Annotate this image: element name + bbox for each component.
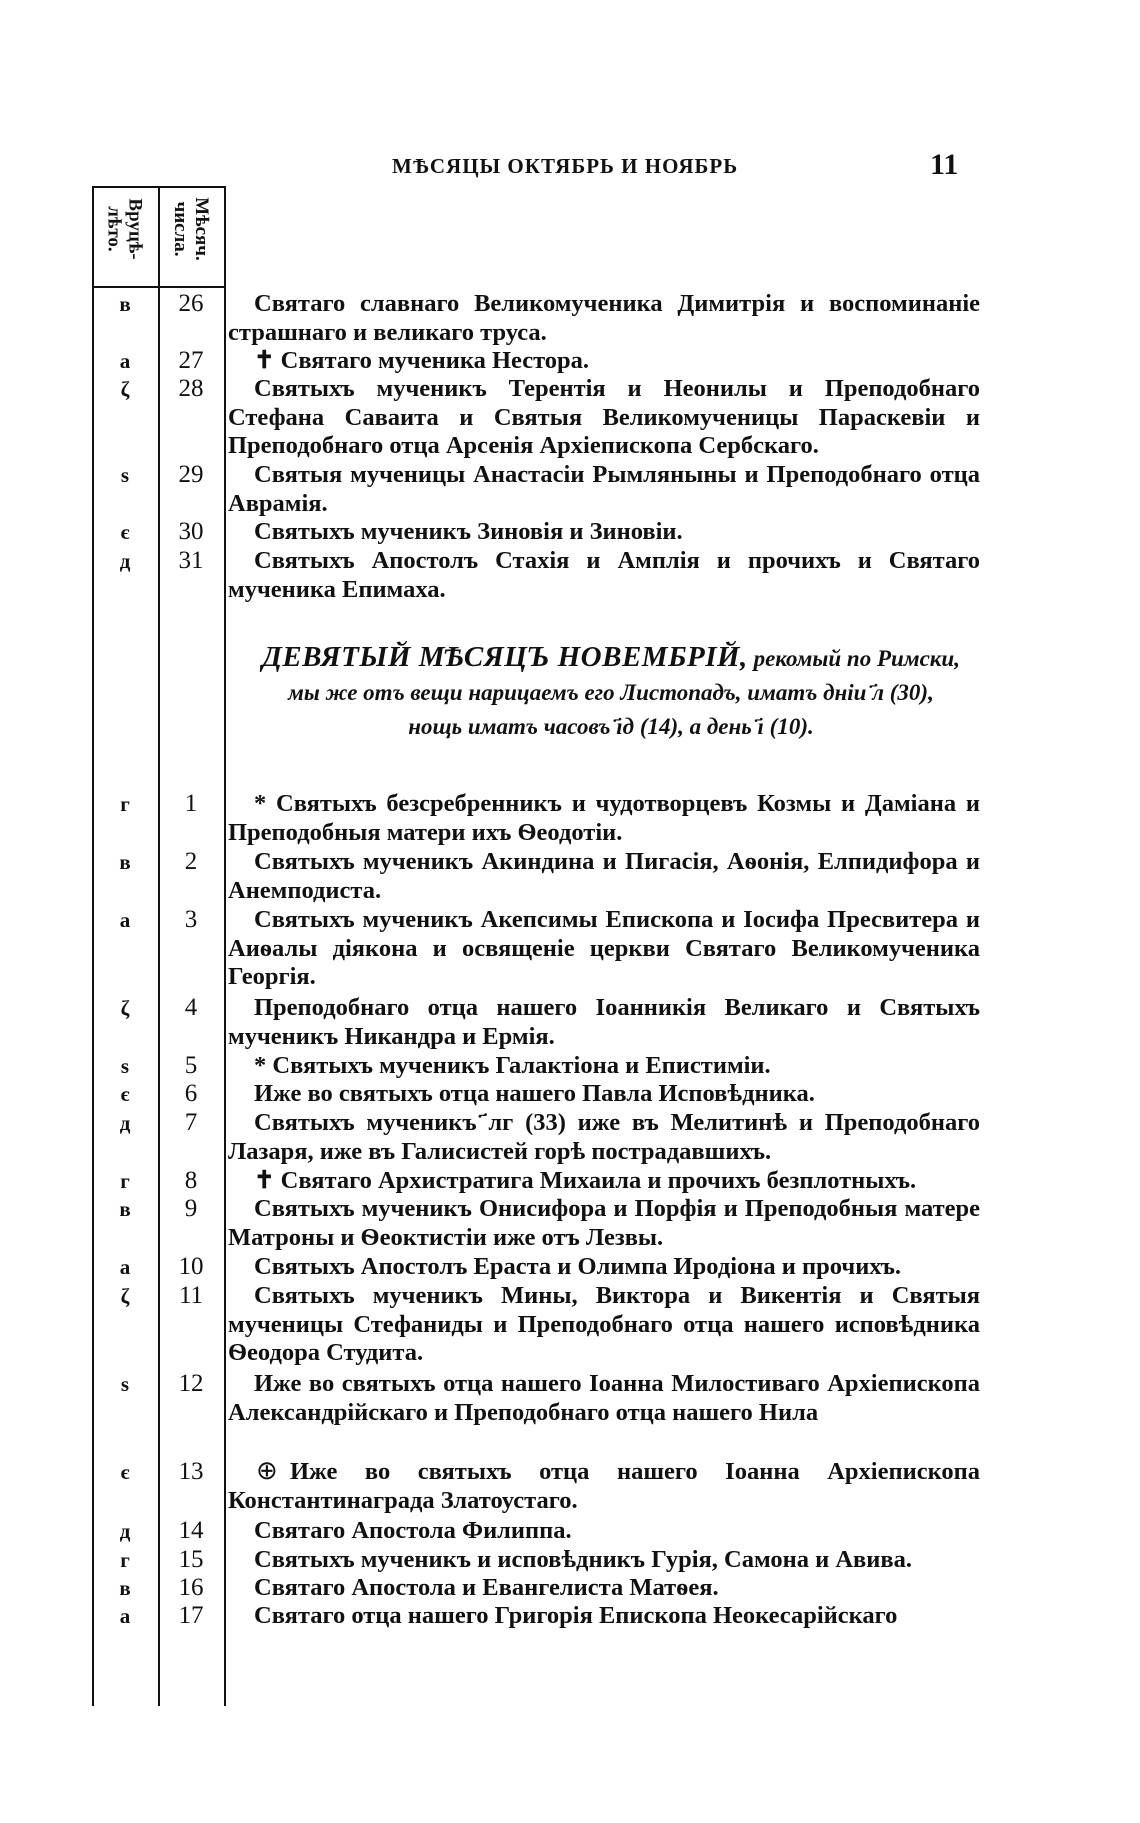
day-number: 4 (184, 994, 198, 1021)
weekday-letter: s (120, 463, 130, 487)
entry-text: * Святыхъ мученикъ Галактіона и Епистиміи. (254, 1052, 771, 1079)
day-number: 6 (184, 1080, 198, 1107)
day-number: 11 (178, 1282, 204, 1309)
heading-line3: нощь иматъ часовъ ҃ıд (14), а день ҃ı (10). (408, 714, 814, 739)
heading-line2: мы же отъ вещи нарицаемъ его Листопадъ, иматъ днiи ҃л (30), (288, 680, 934, 705)
entry-text: Святаго Апостола и Евангелиста Матѳея. (254, 1574, 719, 1601)
table-right-rule (224, 186, 226, 1706)
heading-line1-rest: рекомый по Римски, (753, 646, 960, 671)
weekday-letter: г (120, 1169, 130, 1193)
weekday-letter: є (120, 1460, 130, 1484)
day-number: 2 (184, 848, 198, 875)
weekday-letter: є (120, 1082, 130, 1106)
day-number: 3 (184, 906, 198, 933)
weekday-letter: а (119, 1604, 131, 1628)
weekday-letter: s (120, 1054, 130, 1078)
entry-text: Святыхъ мученикъ Мины, Виктора и Викентія и Святыя мученицы Стефаниды и Преподобнаго отца нашего исповѣдника Ѳеодора Студита. (228, 1282, 980, 1366)
entry-text: ✝ Святаго Архистратига Михаила и прочихъ безплотныхъ. (254, 1167, 917, 1194)
running-title: МѢСЯЦЫ ОКТЯБРЬ И НОЯБРЬ (392, 154, 739, 178)
entry-text: Святыхъ мученикъ Зиновія и Зиновіи. (254, 518, 683, 545)
weekday-letter: ζ (120, 377, 130, 401)
weekday-letter: в (119, 1197, 131, 1221)
weekday-column-header: Вруцѣ- лѣто. (103, 198, 146, 260)
entry-text: Святаго отца нашего Григорія Епископа Неокесарійскаго (254, 1602, 898, 1629)
entry-text: Святыя мученицы Анастасіи Рымляныны и Преподобнаго отца Аврамія. (228, 461, 980, 517)
entry-text: ✝ Святаго мученика Нестора. (254, 347, 590, 374)
day-number: 12 (178, 1370, 204, 1397)
day-number: 28 (178, 375, 204, 402)
weekday-letter: ζ (120, 1284, 130, 1308)
weekday-letter: г (120, 1548, 130, 1572)
day-number: 26 (178, 290, 204, 317)
weekday-letter: а (119, 908, 131, 932)
entry-text: Святаго славнаго Великомученика Димитрія и воспоминаніе страшнаго и великаго труса. (228, 290, 980, 346)
weekday-letter: в (119, 1576, 131, 1600)
entry-text: Святыхъ Апостолъ Ераста и Олимпа Иродіона и прочихъ. (254, 1253, 902, 1280)
page-header (0, 148, 1140, 188)
weekday-letter: в (119, 850, 131, 874)
entry-text: * Святыхъ безсребренникъ и чудотворцевъ Козмы и Даміана и Преподобныя матери ихъ Ѳеодотіи. (228, 790, 980, 846)
day-number: 29 (178, 461, 204, 488)
day-number: 13 (178, 1458, 204, 1485)
entry-text: Святыхъ мученикъ Акепсимы Епископа и Іосифа Пресвитера и Аиѳалы діякона и освященіе церкви Святаго Великомученика Георгія. (228, 906, 980, 990)
day-number: 5 (184, 1052, 198, 1079)
weekday-letter: д (119, 1111, 131, 1135)
page-number: 11 (930, 148, 959, 181)
entry-text: Преподобнаго отца нашего Іоанникія Великаго и Святыхъ мученикъ Никандра и Ермія. (228, 994, 980, 1050)
weekday-letter: s (120, 1372, 130, 1396)
weekday-letter: г (120, 792, 130, 816)
weekday-letter: ζ (120, 996, 130, 1020)
day-number: 16 (178, 1574, 204, 1601)
day-number: 30 (178, 518, 204, 545)
day-number: 31 (178, 547, 204, 574)
day-column-header: Мѣсяч. числа. (169, 197, 212, 261)
day-number: 17 (178, 1602, 204, 1629)
day-number: 10 (178, 1253, 204, 1280)
day-number: 27 (178, 347, 204, 374)
november-heading (228, 640, 994, 744)
weekday-letter: а (119, 1255, 131, 1279)
day-number: 14 (178, 1517, 204, 1544)
entry-text: Иже во святыхъ отца нашего Павла Исповѣдника. (254, 1080, 815, 1107)
entry-text: Святыхъ мученикъ Терентія и Неонилы и Преподобнаго Стефана Саваита и Святыя Великомученицы Параскевіи и Преподобнаго отца Арсенія Архіепископа Сербскаго. (228, 375, 980, 459)
entry-text: Святыхъ мученикъ Онисифора и Порфія и Преподобныя матере Матроны и Ѳеоктистіи иже отъ Лезвы. (228, 1195, 980, 1251)
day-number: 1 (184, 790, 198, 817)
day-number: 7 (184, 1109, 198, 1136)
table-header-rule (92, 286, 224, 288)
entry-text: Святыхъ мученикъ Акиндина и Пигасія, Аѳонія, Елпидифора и Анемподиста. (228, 848, 980, 904)
entry-text: Святыхъ Апостолъ Стахія и Амплія и прочихъ и Святаго мученика Епимаха. (228, 547, 980, 603)
entry-text: Святыхъ мученикъ и исповѣдникъ Гурія, Самона и Авива. (254, 1546, 912, 1573)
day-number: 9 (184, 1195, 198, 1222)
weekday-letter: а (119, 349, 131, 373)
entry-text: Святаго Апостола Филиппа. (254, 1517, 572, 1544)
entry-text: Иже во святыхъ отца нашего Іоанна Милостиваго Архіепископа Александрійскаго и Преподобнаго отца нашего Нила (228, 1370, 980, 1426)
day-number: 8 (184, 1167, 198, 1194)
day-number: 15 (178, 1546, 204, 1573)
cross-in-circle-icon: ⊕ (256, 1456, 278, 1485)
weekday-letter: в (119, 292, 131, 316)
weekday-letter: д (119, 1519, 131, 1543)
entry-text: Святыхъ мученикъ ҃лг (33) иже въ Мелитинѣ и Преподобнаго Лазаря, иже въ Галисистей горѣ пострадавшихъ. (228, 1109, 980, 1165)
entry-text: Иже во святыхъ отца нашего Іоанна Архіепископа Константинаграда Златоустаго. (228, 1458, 980, 1514)
weekday-letter: д (119, 549, 131, 573)
weekday-letter: є (120, 520, 130, 544)
month-title: ДЕВЯТЫЙ МѢСЯЦЪ НОВЕМБРІЙ, (262, 641, 748, 673)
